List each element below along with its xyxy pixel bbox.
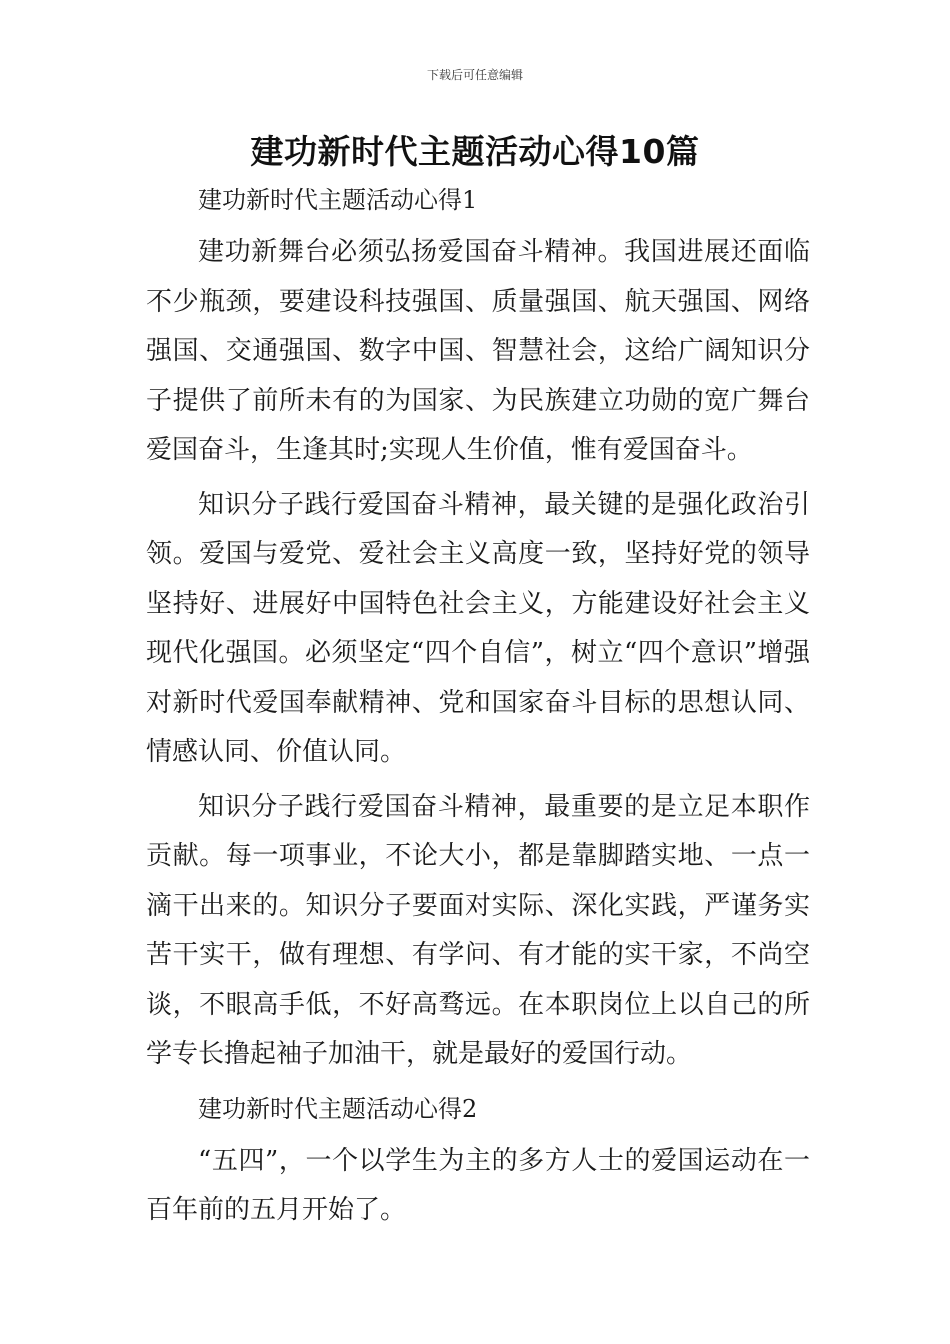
paragraph-1-2: 知识分子践行爱国奋斗精神，最关键的是强化政治引领。爱国与爱党、爱社会主义高度一致，坚持好党的领导坚持好、进展好中国特色社会主义，方能建设好社会主义现代化强国。必须坚定“四个自信”，树立“四个意识”增强对新时代爱国奉献精神、党和国家奋斗目标的思想认同、情感认同、价值认同。 [146, 489, 810, 767]
section-heading-2: 建功新时代主题活动心得2 [198, 1094, 478, 1123]
paragraph-1-3: 知识分子践行爱国奋斗精神，最重要的是立足本职作贡献。每一项事业，不论大小，都是靠脚踏实地、一点一滴干出来的。知识分子要面对实际、深化实践，严谨务实苦干实干，做有理想、有学问、有才能的实干家，不尚空谈，不眼高手低，不好高骛远。在本职岗位上以自己的所学专长撸起袖子加油干，就是最好的爱国行动。 [146, 791, 810, 1069]
document-body [146, 176, 810, 1236]
header-note: 下载后可任意编辑 [426, 68, 523, 82]
paragraph-1-1: 建功新舞台必须弘扬爱国奋斗精神。我国进展还面临不少瓶颈，要建设科技强国、质量强国、航天强国、网络强国、交通强国、数字中国、智慧社会，这给广阔知识分子提供了前所未有的为国家、为民族建立功勋的宽广舞台爱国奋斗，生逢其时;实现人生价值，惟有爱国奋斗。 [146, 237, 810, 465]
section-heading-1: 建功新时代主题活动心得1 [198, 186, 478, 214]
paragraph-2-1: “五四”，一个以学生为主的多方人士的爱国运动在一百年前的五月开始了。 [146, 1145, 810, 1225]
document-title: 建功新时代主题活动心得10篇 [250, 132, 700, 171]
